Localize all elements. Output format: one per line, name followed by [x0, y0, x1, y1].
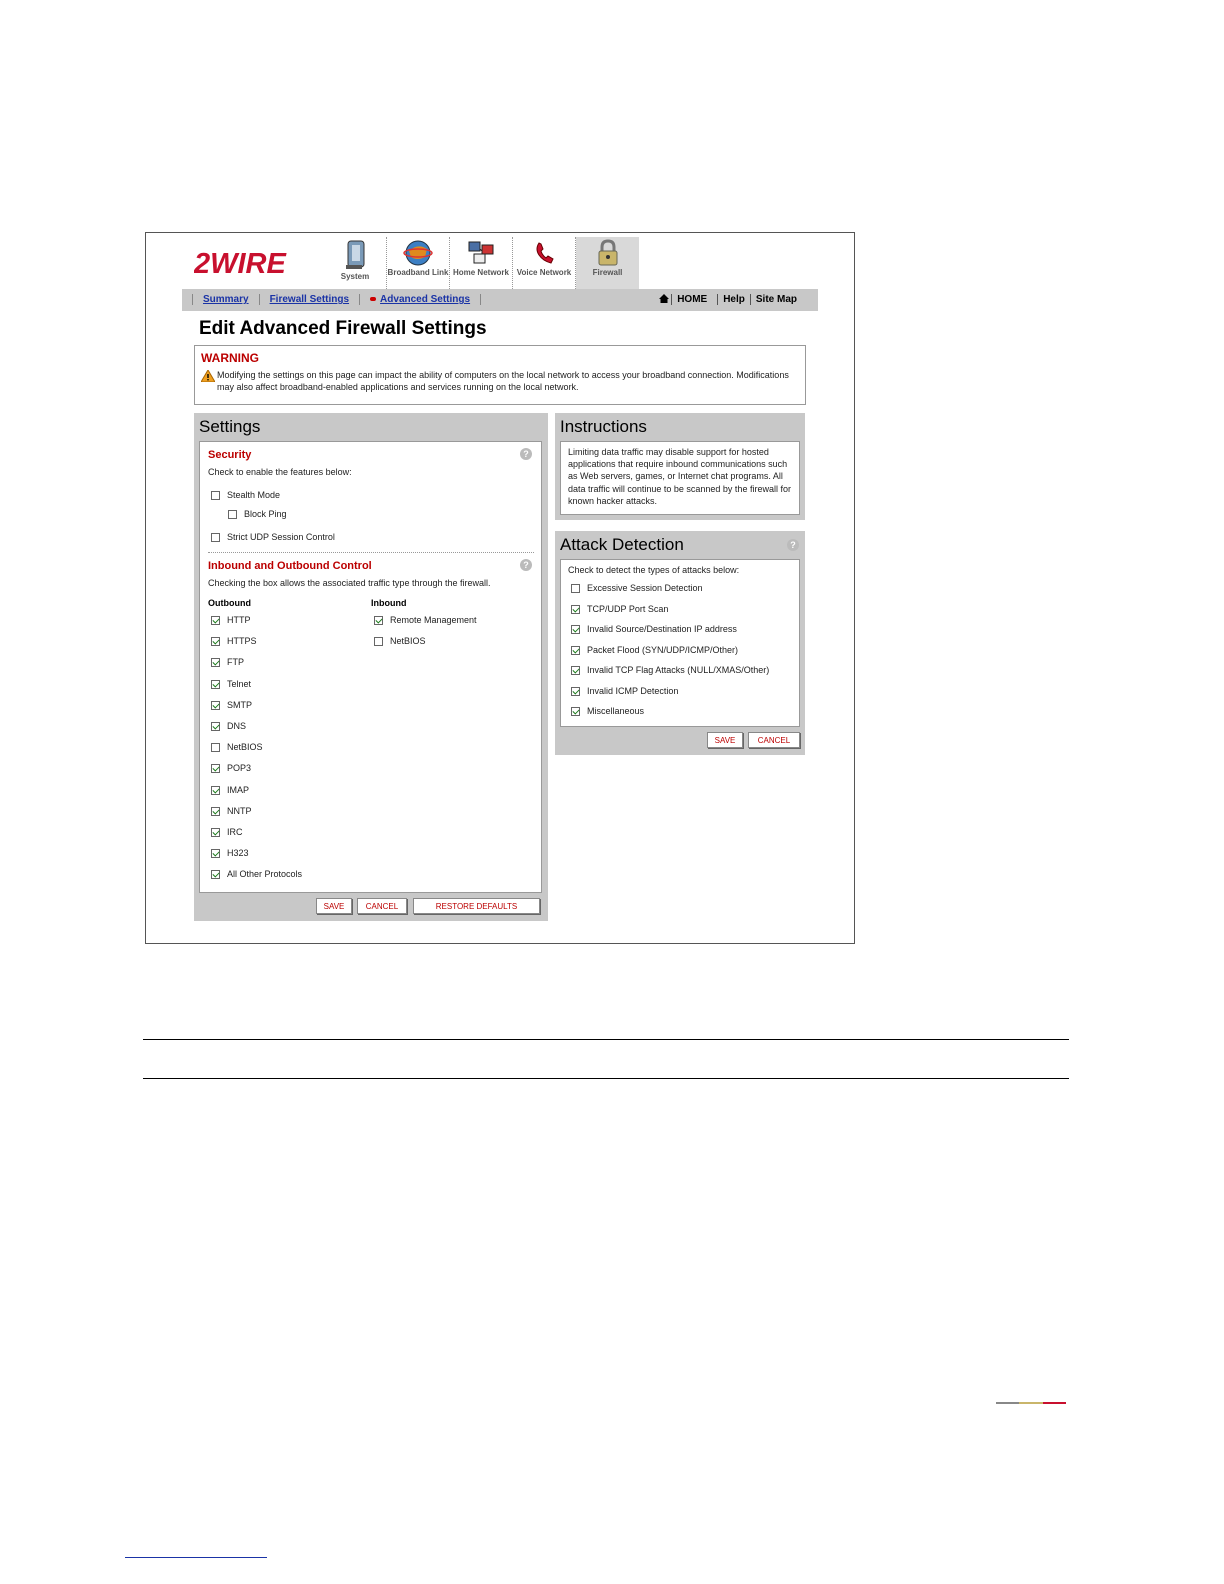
- tab-home-network-label: Home Network: [452, 268, 509, 277]
- system-icon: [340, 239, 370, 271]
- attack-item-label: Excessive Session Detection: [587, 583, 703, 593]
- attack-item-label: Invalid Source/Destination IP address: [587, 624, 737, 634]
- warning-triangle-icon: [201, 370, 215, 382]
- bottom-rule: [143, 1078, 1069, 1079]
- inbound-item-label: NetBIOS: [390, 636, 426, 646]
- outbound-item-label: IRC: [227, 827, 243, 837]
- screenshot-frame: [145, 232, 855, 944]
- attack-item-checkbox[interactable]: [571, 584, 580, 593]
- warning-box: [194, 345, 806, 405]
- outbound-item-checkbox[interactable]: [211, 764, 220, 773]
- warning-title: WARNING: [201, 351, 259, 365]
- attack-help-icon[interactable]: ?: [787, 539, 799, 551]
- outbound-item-checkbox[interactable]: [211, 828, 220, 837]
- attack-item-label: Invalid TCP Flag Attacks (NULL/XMAS/Other): [587, 665, 770, 675]
- warning-text: Modifying the settings on this page can impact the ability of computers on the local network to access your broadband connection. Modifications may also affect broadband-enabled applications and services running on the local network.: [217, 370, 789, 392]
- attack-item-label: Packet Flood (SYN/UDP/ICMP/Other): [587, 644, 739, 655]
- attack-detection-heading: Attack Detection: [560, 535, 684, 554]
- inout-help-icon[interactable]: ?: [520, 559, 532, 571]
- outbound-item-label: All Other Protocols: [227, 869, 303, 880]
- settings-heading: Settings: [199, 417, 261, 436]
- outbound-item-label: NetBIOS: [227, 742, 263, 753]
- outbound-item-label: DNS: [227, 721, 247, 731]
- computers-icon: [466, 239, 496, 267]
- globe-icon: [403, 239, 433, 267]
- outbound-item-label: Telnet: [227, 678, 252, 689]
- block-ping-checkbox[interactable]: [228, 510, 237, 519]
- outbound-item-label: H323: [227, 848, 249, 859]
- home-icon: [659, 294, 669, 303]
- settings-cancel-button[interactable]: CANCEL: [357, 898, 407, 914]
- footer-bar-gold: [1019, 1402, 1042, 1404]
- outbound-heading: Outbound: [208, 598, 251, 608]
- sub-nav-links: [192, 294, 481, 305]
- outbound-item-checkbox[interactable]: [211, 849, 220, 858]
- footer-bar-gray: [996, 1402, 1019, 1404]
- section-divider: [208, 552, 534, 553]
- instructions-text: Limiting data traffic may disable support for hosted applications that require inbound communications such as Web servers, games, or Internet chat programs. All data traffic will continue to be scanned by the firewall for known hacker attacks.: [568, 447, 791, 506]
- attack-item-label: Invalid ICMP Detection: [587, 685, 679, 696]
- 2wire-logo-icon: [194, 247, 312, 277]
- tab-voice-network-label: Voice Network: [516, 268, 572, 277]
- outbound-item-checkbox[interactable]: [211, 807, 220, 816]
- tab-firewall[interactable]: [576, 237, 639, 289]
- strict-udp-label: Strict UDP Session Control: [227, 532, 335, 542]
- nav-link-firewall-settings[interactable]: Firewall Settings: [259, 294, 359, 305]
- strict-udp-checkbox[interactable]: [211, 533, 220, 542]
- footer-color-bar: [996, 1402, 1066, 1404]
- settings-save-button[interactable]: SAVE: [316, 898, 352, 914]
- page-title: Edit Advanced Firewall Settings: [199, 318, 487, 339]
- stealth-mode-label: Stealth Mode: [227, 490, 281, 500]
- outbound-item-label: FTP: [227, 657, 244, 668]
- tab-broadband-label: Broadband Link: [387, 268, 449, 277]
- home-link[interactable]: [654, 294, 717, 305]
- attack-item-checkbox[interactable]: [571, 605, 580, 614]
- block-ping-label: Block Ping: [244, 509, 287, 519]
- security-subtitle: Check to enable the features below:: [208, 467, 352, 477]
- restore-defaults-button[interactable]: RESTORE DEFAULTS: [413, 898, 540, 914]
- stealth-mode-checkbox[interactable]: [211, 491, 220, 500]
- settings-inner: [199, 441, 542, 893]
- instructions-inner: [560, 441, 800, 515]
- security-title: Security: [208, 449, 252, 461]
- attack-item-checkbox[interactable]: [571, 646, 580, 655]
- attack-item-checkbox[interactable]: [571, 666, 580, 675]
- outbound-item-checkbox[interactable]: [211, 616, 220, 625]
- outbound-item-label: HTTPS: [227, 636, 257, 647]
- footer-bar-red: [1043, 1402, 1066, 1404]
- security-help-icon[interactable]: ?: [520, 448, 532, 460]
- attack-item-checkbox[interactable]: [571, 625, 580, 634]
- attack-item-checkbox[interactable]: [571, 707, 580, 716]
- attack-detection-panel: [555, 531, 805, 755]
- logo-text: 2WIRE: [194, 248, 286, 277]
- tab-system[interactable]: [324, 237, 387, 289]
- sub-nav-bar: [182, 289, 818, 311]
- instructions-heading: Instructions: [560, 417, 647, 436]
- 2wire-logo[interactable]: [194, 247, 312, 277]
- attack-item-label: Miscellaneous: [587, 706, 645, 716]
- outbound-item-checkbox[interactable]: [211, 680, 220, 689]
- outbound-item-checkbox[interactable]: [211, 701, 220, 710]
- instructions-panel: [555, 413, 805, 520]
- tab-voice-network[interactable]: [513, 237, 576, 289]
- phone-icon: [529, 239, 559, 267]
- outbound-item-label: HTTP: [227, 615, 251, 625]
- nav-link-summary[interactable]: Summary: [192, 294, 259, 305]
- main-tabs: [324, 237, 639, 289]
- outbound-item-checkbox[interactable]: [211, 786, 220, 795]
- attack-item-checkbox[interactable]: [571, 687, 580, 696]
- outbound-item-label: POP3: [227, 763, 252, 774]
- top-rule: [143, 1039, 1069, 1040]
- nav-link-advanced-settings-wrap[interactable]: [359, 294, 481, 305]
- tab-home-network[interactable]: [450, 237, 513, 289]
- settings-panel: [194, 413, 548, 921]
- outbound-item-label: SMTP: [227, 699, 253, 710]
- tab-broadband-link[interactable]: [387, 237, 450, 289]
- attack-inner: [560, 559, 800, 727]
- inbound-item-checkbox[interactable]: [374, 637, 383, 646]
- footer-link-underline: [125, 1557, 267, 1558]
- inbound-item-label: Remote Management: [390, 615, 477, 625]
- tab-system-label: System: [340, 272, 370, 281]
- outbound-item-checkbox[interactable]: [211, 637, 220, 646]
- outbound-item-label: IMAP: [227, 784, 250, 795]
- inbound-item-checkbox[interactable]: [374, 616, 383, 625]
- outbound-item-checkbox[interactable]: [211, 743, 220, 752]
- help-link[interactable]: Help: [717, 294, 750, 305]
- tab-firewall-label: Firewall: [592, 268, 623, 277]
- inout-title: Inbound and Outbound Control: [208, 560, 372, 572]
- attack-cancel-button[interactable]: CANCEL: [748, 732, 800, 748]
- utility-links: [654, 294, 802, 305]
- nav-link-advanced-settings: Advanced Settings: [380, 294, 471, 305]
- inbound-heading: Inbound: [371, 598, 407, 608]
- padlock-icon: [593, 239, 623, 267]
- attack-item-label: TCP/UDP Port Scan: [587, 603, 669, 614]
- home-link-label: HOME: [671, 294, 712, 305]
- current-page-indicator-icon: [370, 297, 376, 301]
- attack-subtitle: Check to detect the types of attacks below:: [568, 565, 740, 575]
- outbound-item-label: NNTP: [227, 805, 252, 816]
- outbound-item-checkbox[interactable]: [211, 658, 220, 667]
- outbound-item-checkbox[interactable]: [211, 870, 220, 879]
- outbound-item-checkbox[interactable]: [211, 722, 220, 731]
- attack-save-button[interactable]: SAVE: [707, 732, 743, 748]
- inout-subtitle: Checking the box allows the associated traffic type through the firewall.: [208, 578, 491, 588]
- site-map-link[interactable]: Site Map: [750, 294, 802, 305]
